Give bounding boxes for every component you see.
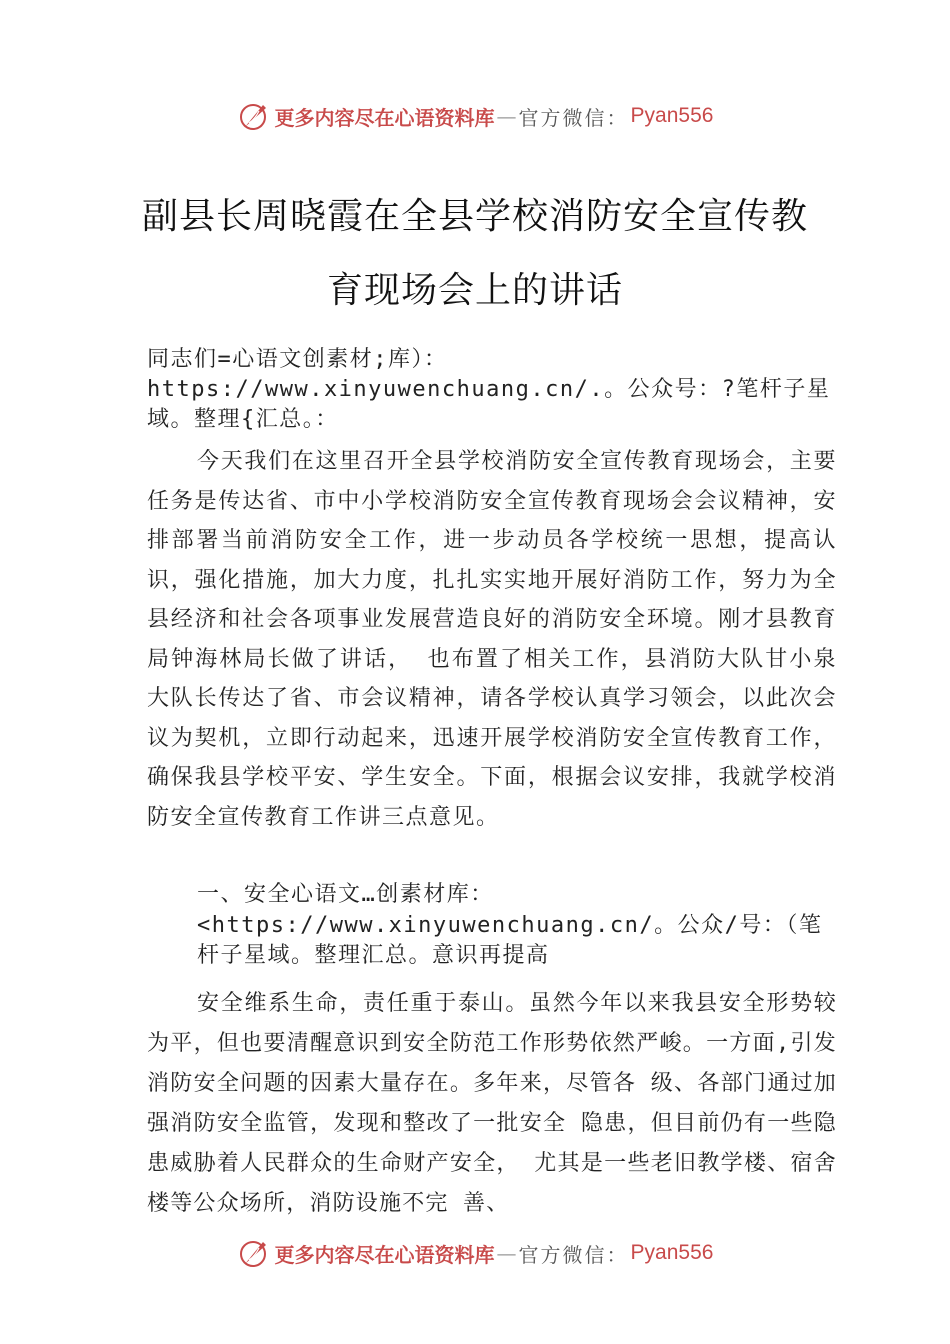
section-heading-1: 一、安全心语文…创素材库：<https://www.xinyuwenchuang.cn/。公众/号：（笔杆子星域。整理汇总。意识再提高 <box>197 882 823 968</box>
banner-title: 更多内容尽在心语资料库 <box>274 105 495 130</box>
paragraph-2: 安全维系生命，责任重于泰山。虽然今年以来我县安全形势较为平，但也要清醒意识到安全防范工作形势依然严峻。一方面,引发消防安全问题的因素大量存在。多年来，尽管各 级、各部门通过加强消防安全监管，发现和整改了一批安全 隐患，但目前仍有一些隐患威胁着人民群众的生命财产安全， 尤其是一些老旧教学楼、宿舍楼等公众场所，消防设施不完 善、 <box>147 991 837 1216</box>
banner-dash: — <box>496 1241 517 1265</box>
document-title <box>0 180 950 328</box>
header-banner <box>0 96 950 136</box>
banner-wechat-id: Pyan556 <box>630 104 714 127</box>
quill-logo-icon <box>237 99 271 133</box>
footer-banner <box>0 1233 950 1273</box>
banner-subtitle: 官方微信： <box>518 105 629 130</box>
quill-logo-icon <box>237 1236 271 1270</box>
title-line-1: 副县长周晓霞在全县学校消防安全宣传教 <box>141 196 808 237</box>
banner-dash: — <box>496 104 517 128</box>
banner-title: 更多内容尽在心语资料库 <box>274 1242 495 1267</box>
banner-wechat-id: Pyan556 <box>630 1241 714 1264</box>
paragraph-1: 今天我们在这里召开全县学校消防安全宣传教育现场会，主要任务是传达省、市中小学校消防安全宣传教育现场会会议精神，安排部署当前消防安全工作，进一步动员各学校统一思想，提高认识，强化措施，加大力度，扎扎实实地开展好消防工作，努力为全县经济和社会各项事业发展营造良好的消防安全环境。刚才县教育局钟海林局长做了讲话， 也布置了相关工作，县消防大队甘小泉大队长传达了省、市会议精神，请各学校认真学习领会，以此次会议为契机，立即行动起来，迅速开展学校消防安全宣传教育工作，确保我县学校平安、学生安全。下面，根据会议安排，我就学校消防安全宣传教育工作讲三点意见。 <box>147 449 837 830</box>
intro-paragraph: 同志们=心语文创素材;库）：https://www.xinyuwenchuang.cn/.。公众号：?笔杆子星域。整理{汇总。： <box>147 347 831 432</box>
title-line-2: 育现场会上的讲话 <box>326 270 623 311</box>
banner-subtitle: 官方微信： <box>518 1242 629 1267</box>
